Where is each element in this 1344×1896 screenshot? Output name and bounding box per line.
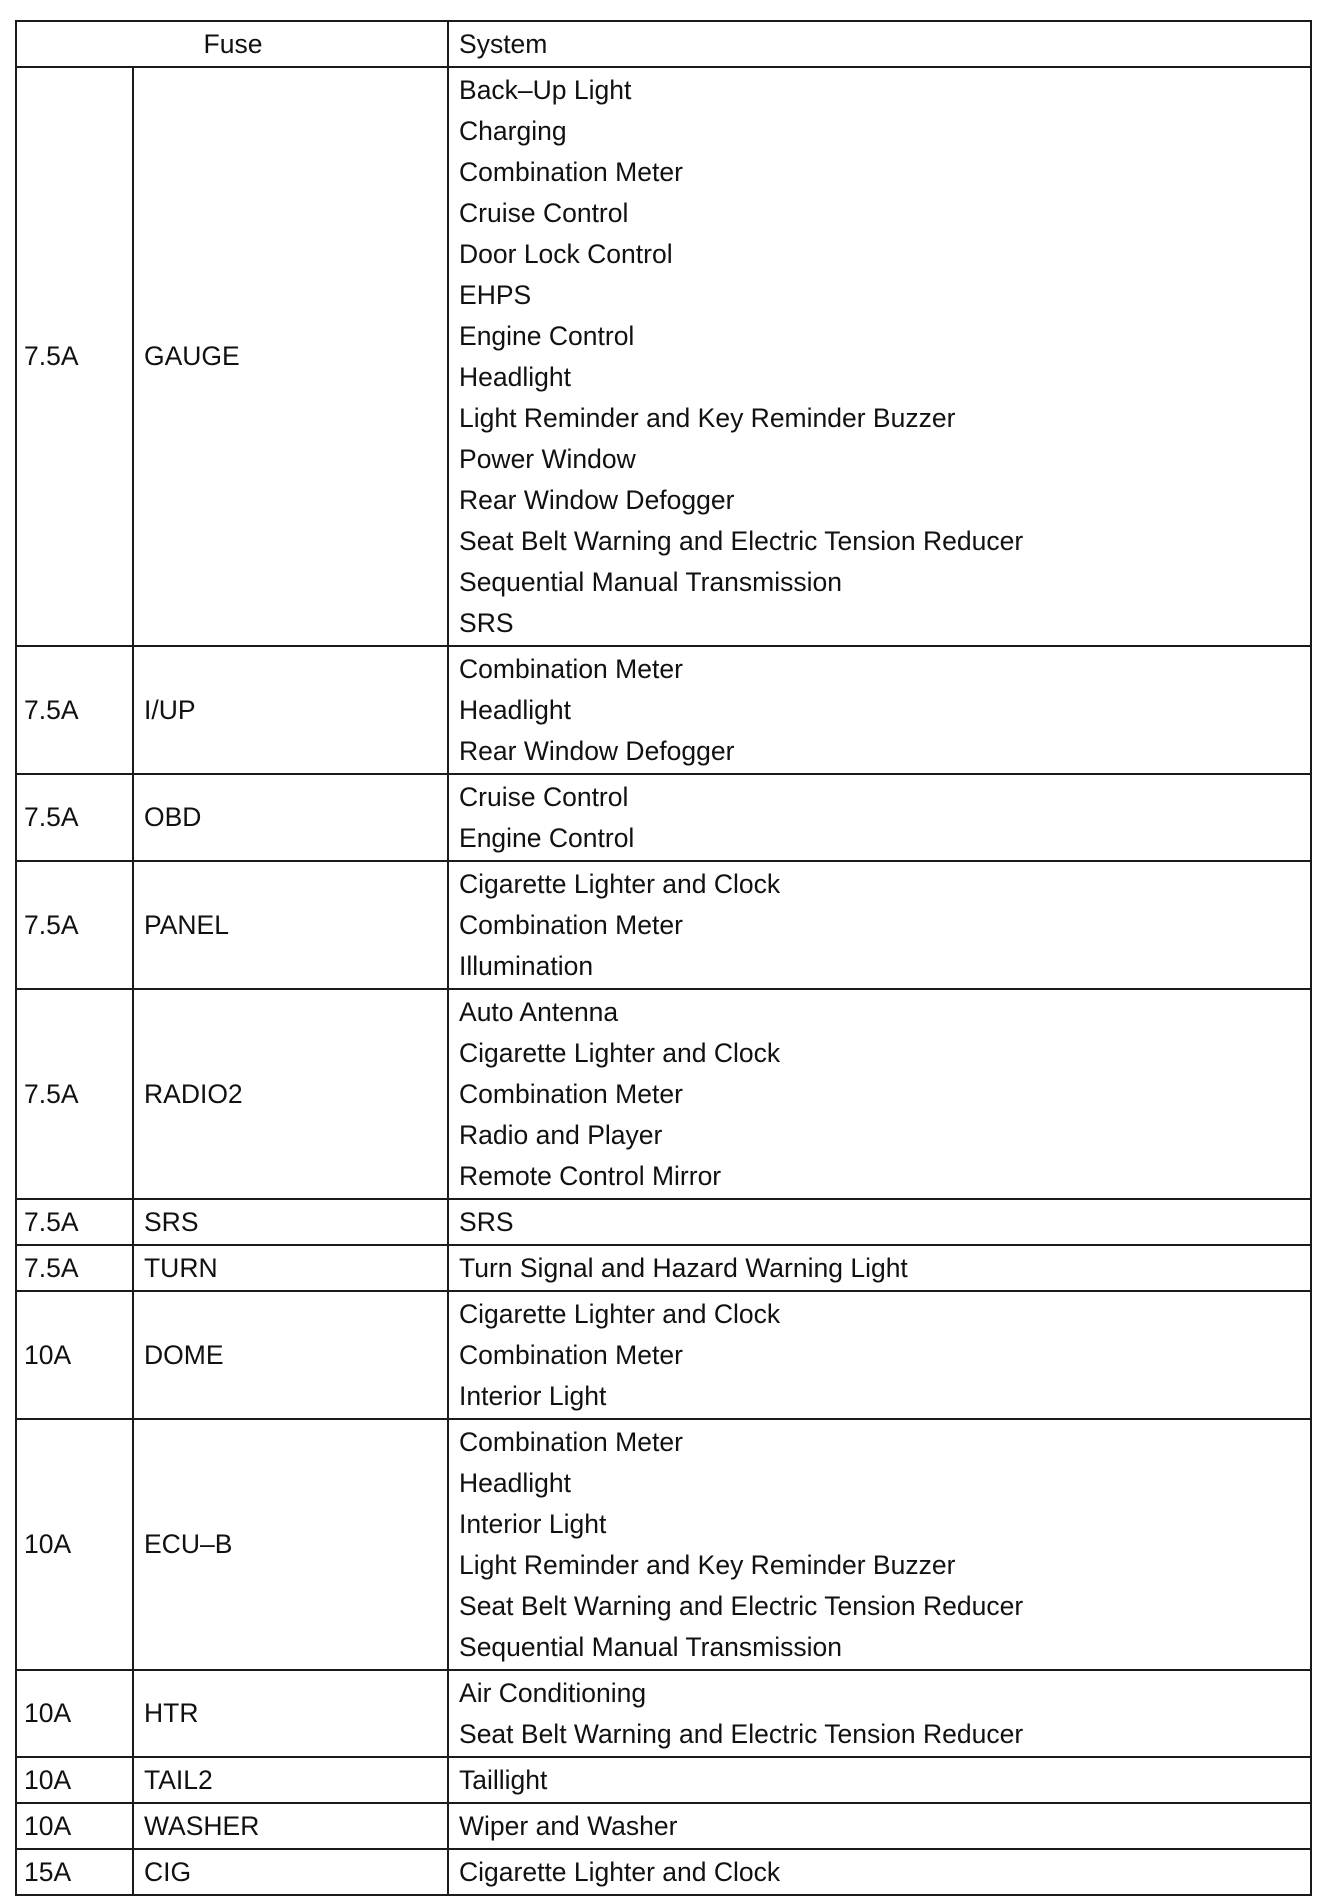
- system-item: Engine Control: [459, 321, 635, 351]
- fuse-row: [16, 1803, 1311, 1849]
- system-list: [448, 989, 1311, 1199]
- fuse-row: [16, 989, 1311, 1199]
- system-item: Combination Meter: [459, 910, 683, 940]
- system-item: Cigarette Lighter and Clock: [459, 869, 781, 899]
- fuse-amperage: 7.5A: [16, 774, 133, 861]
- system-item: Cigarette Lighter and Clock: [459, 1857, 781, 1887]
- system-list: [448, 1849, 1311, 1895]
- system-list: [448, 1757, 1311, 1803]
- fuse-name: TAIL2: [133, 1757, 448, 1803]
- fuse-row: [16, 1245, 1311, 1291]
- fuse-amperage: 7.5A: [16, 989, 133, 1199]
- fuse-name: RADIO2: [133, 989, 448, 1199]
- system-item: Illumination: [459, 951, 594, 981]
- system-list: [448, 1291, 1311, 1419]
- system-item: Power Window: [459, 444, 636, 474]
- system-item: Charging: [459, 116, 567, 146]
- system-item: Headlight: [459, 1468, 571, 1498]
- system-item: Taillight: [459, 1765, 548, 1795]
- fuse-row: [16, 774, 1311, 861]
- fuse-name: GAUGE: [133, 67, 448, 646]
- system-column-header: System: [448, 21, 1311, 67]
- fuse-column-header: Fuse: [16, 21, 448, 67]
- fuse-row: [16, 1291, 1311, 1419]
- fuse-table: [15, 20, 1312, 1896]
- system-list: [448, 1245, 1311, 1291]
- fuse-amperage: 10A: [16, 1291, 133, 1419]
- table-header: [16, 21, 1311, 67]
- fuse-name: CIG: [133, 1849, 448, 1895]
- system-item: Auto Antenna: [459, 997, 619, 1027]
- fuse-name: PANEL: [133, 861, 448, 989]
- system-list: [448, 1803, 1311, 1849]
- fuse-row: [16, 1757, 1311, 1803]
- system-item: Interior Light: [459, 1381, 607, 1411]
- system-item: Turn Signal and Hazard Warning Light: [459, 1253, 908, 1283]
- fuse-name: ECU–B: [133, 1419, 448, 1670]
- system-item: SRS: [459, 608, 514, 638]
- system-item: Combination Meter: [459, 1079, 683, 1109]
- system-item: Sequential Manual Transmission: [459, 1632, 842, 1662]
- system-item: Radio and Player: [459, 1120, 663, 1150]
- fuse-amperage: 7.5A: [16, 1245, 133, 1291]
- system-item: EHPS: [459, 280, 532, 310]
- system-list: [448, 774, 1311, 861]
- system-item: Wiper and Washer: [459, 1811, 678, 1841]
- fuse-amperage: 10A: [16, 1803, 133, 1849]
- fuse-amperage: 7.5A: [16, 67, 133, 646]
- system-item: Sequential Manual Transmission: [459, 567, 842, 597]
- system-item: Headlight: [459, 362, 571, 392]
- fuse-amperage: 7.5A: [16, 861, 133, 989]
- system-item: Cruise Control: [459, 782, 629, 812]
- fuse-row: [16, 1199, 1311, 1245]
- system-list: [448, 646, 1311, 774]
- system-item: Combination Meter: [459, 654, 683, 684]
- fuse-amperage: 10A: [16, 1757, 133, 1803]
- fuse-name: SRS: [133, 1199, 448, 1245]
- fuse-row: [16, 646, 1311, 774]
- fuse-row: [16, 1419, 1311, 1670]
- fuse-name: HTR: [133, 1670, 448, 1757]
- system-item: Cruise Control: [459, 198, 629, 228]
- fuse-amperage: 10A: [16, 1670, 133, 1757]
- fuse-amperage: 7.5A: [16, 1199, 133, 1245]
- fuse-name: WASHER: [133, 1803, 448, 1849]
- system-item: Back–Up Light: [459, 75, 632, 105]
- fuse-name: DOME: [133, 1291, 448, 1419]
- system-item: SRS: [459, 1207, 514, 1237]
- fuse-row: [16, 1849, 1311, 1895]
- system-item: Combination Meter: [459, 1340, 683, 1370]
- header-row: [16, 21, 1311, 67]
- system-item: Cigarette Lighter and Clock: [459, 1038, 781, 1068]
- system-item: Light Reminder and Key Reminder Buzzer: [459, 1550, 956, 1580]
- system-item: Engine Control: [459, 823, 635, 853]
- system-item: Combination Meter: [459, 1427, 683, 1457]
- system-list: [448, 861, 1311, 989]
- system-item: Rear Window Defogger: [459, 736, 735, 766]
- fuse-row: [16, 67, 1311, 646]
- fuse-amperage: 7.5A: [16, 646, 133, 774]
- fuse-name: TURN: [133, 1245, 448, 1291]
- system-list: [448, 1199, 1311, 1245]
- system-item: Seat Belt Warning and Electric Tension Reducer: [459, 1719, 1024, 1749]
- fuse-amperage: 15A: [16, 1849, 133, 1895]
- system-list: [448, 1670, 1311, 1757]
- fuse-row: [16, 1670, 1311, 1757]
- system-item: Light Reminder and Key Reminder Buzzer: [459, 403, 956, 433]
- fuse-name: OBD: [133, 774, 448, 861]
- system-list: [448, 1419, 1311, 1670]
- system-item: Seat Belt Warning and Electric Tension Reducer: [459, 1591, 1024, 1621]
- system-item: Remote Control Mirror: [459, 1161, 722, 1191]
- system-item: Air Conditioning: [459, 1678, 647, 1708]
- system-item: Door Lock Control: [459, 239, 673, 269]
- fuse-name: I/UP: [133, 646, 448, 774]
- system-item: Headlight: [459, 695, 571, 725]
- system-item: Combination Meter: [459, 157, 683, 187]
- system-item: Rear Window Defogger: [459, 485, 735, 515]
- system-item: Seat Belt Warning and Electric Tension Reducer: [459, 526, 1024, 556]
- fuse-amperage: 10A: [16, 1419, 133, 1670]
- system-item: Interior Light: [459, 1509, 607, 1539]
- fuse-row: [16, 861, 1311, 989]
- system-item: Cigarette Lighter and Clock: [459, 1299, 781, 1329]
- table-body: [16, 67, 1311, 1895]
- system-list: [448, 67, 1311, 646]
